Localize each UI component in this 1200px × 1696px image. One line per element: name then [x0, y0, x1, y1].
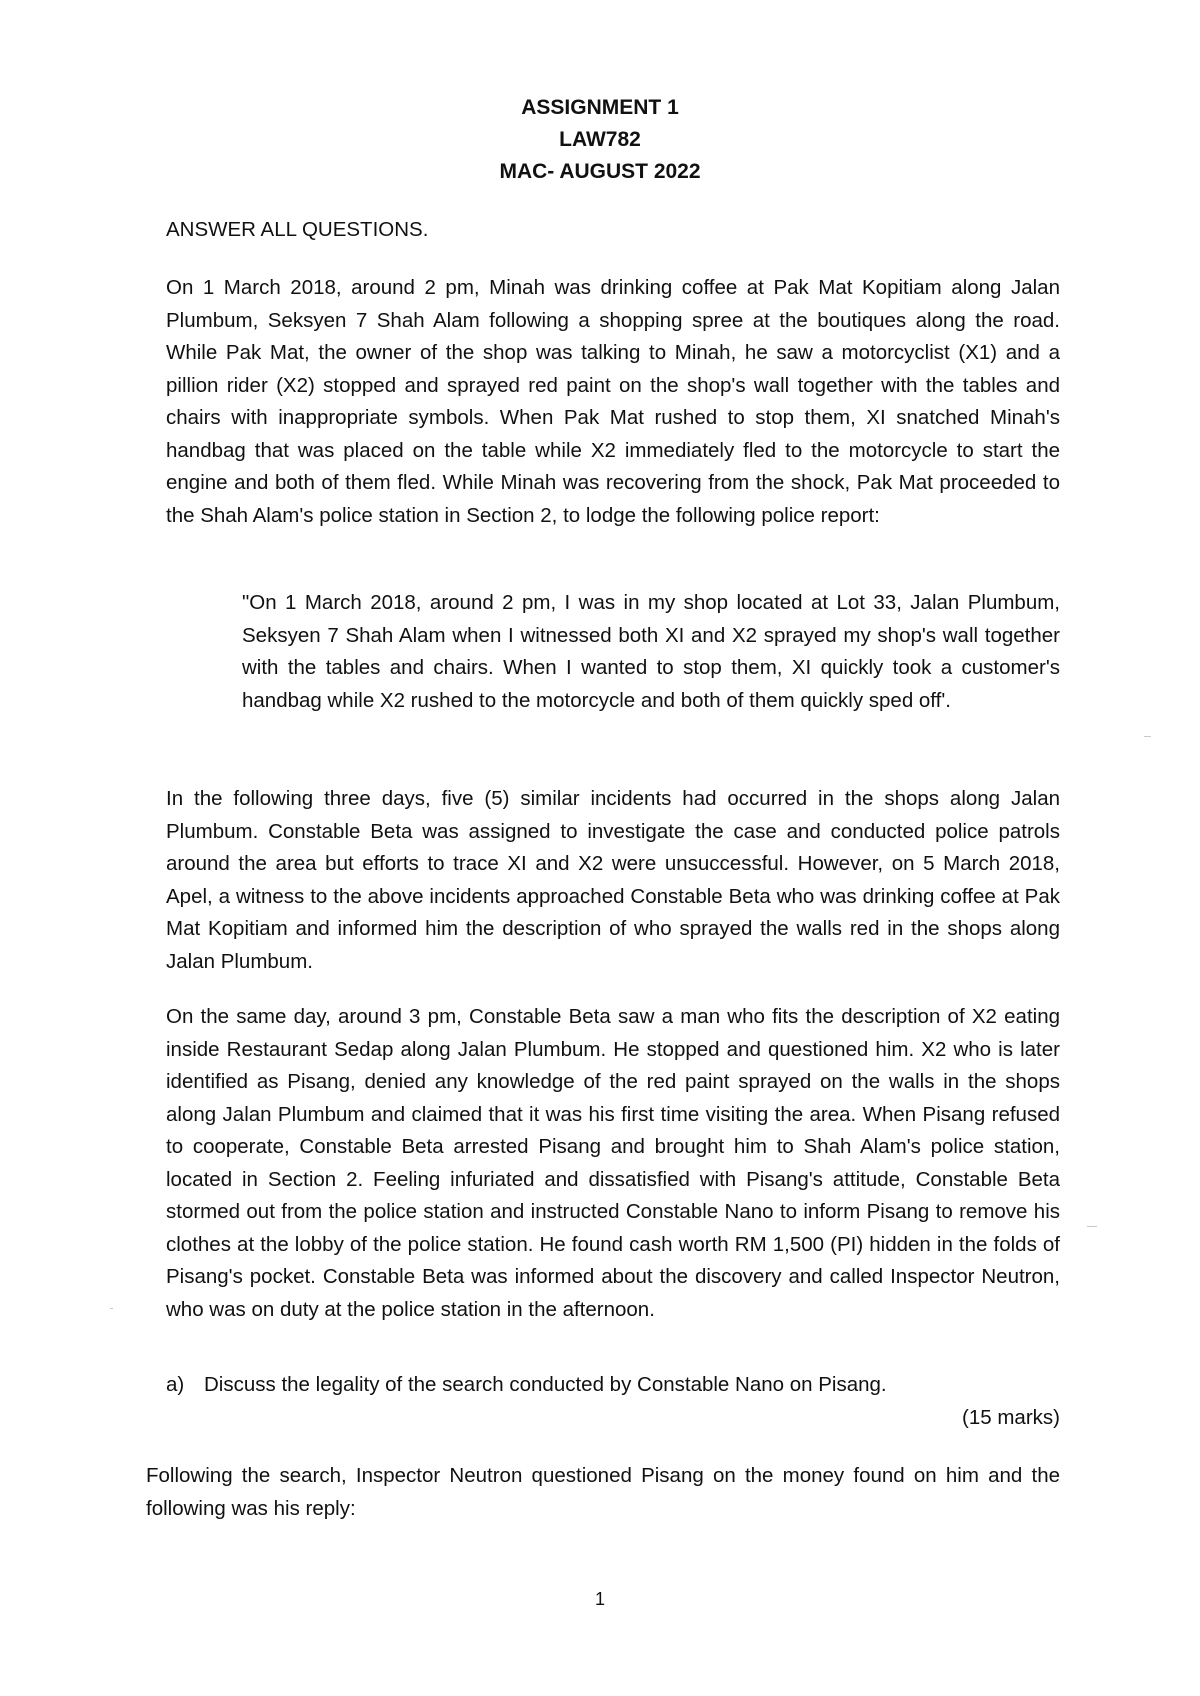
paragraph-arrest: On the same day, around 3 pm, Constable Beta saw a man who fits the description of X2 eating inside Restaurant Sedap along Jalan Plumbum. He stopped and questioned him. X2 who is later identified as Pisang, denied any knowledge of the red paint sprayed on the walls in the shops along Jalan Plumbum and claimed that it was his first time visiting the area. When Pisang refused to cooperate, Constable Beta arrested Pisang and brought him to Shah Alam's police station, located in Section 2. Feeling infuriated and dissatisfied with Pisang's attitude, Constable Beta stormed out from the police station and instructed Constable Nano to inform Pisang to remove his clothes at the lobby of the police station. He found cash worth RM 1,500 (PI) hidden in the folds of Pisang's pocket. Constable Beta was informed about the discovery and called Inspector Neutron, who was on duty at the police station in the afternoon. [166, 1005, 1060, 1321]
question-a-text: Discuss the legality of the search conducted by Constable Nano on Pisang. [204, 1373, 887, 1396]
question-a-label: a) [166, 1373, 185, 1396]
page-number: 1 [594, 1589, 605, 1609]
session-label: MAC- AUGUST 2022 [499, 160, 701, 183]
course-code: LAW782 [559, 128, 641, 151]
police-report-quote: "On 1 March 2018, around 2 pm, I was in my shop located at Lot 33, Jalan Plumbum, Seksyen 7 Shah Alam when I witnessed both XI and X2 sprayed my shop's wall together with the tables and chairs. When I wanted to stop them, XI quickly took a customer's handbag while X2 rushed to the motorcycle and both of them quickly sped off'. [242, 591, 1060, 712]
paragraph-facts: On 1 March 2018, around 2 pm, Minah was drinking coffee at Pak Mat Kopitiam along Jalan Plumbum, Seksyen 7 Shah Alam following a shopping spree at the boutiques along the road. While Pak Mat, the owner of the shop was talking to Minah, he saw a motorcyclist (X1) and a pillion rider (X2) stopped and sprayed red paint on the shop's wall together with the tables and chairs with inappropriate symbols. When Pak Mat rushed to stop them, XI snatched Minah's handbag that was placed on the table while X2 immediately fled to the motorcycle to start the engine and both of them fled. While Minah was recovering from the shock, Pak Mat proceeded to the Shah Alam's police station in Section 2, to lodge the following police report: [166, 276, 1060, 527]
paragraph-follow-up: Following the search, Inspector Neutron questioned Pisang on the money found on him and the following was his reply: [146, 1464, 1060, 1520]
assignment-title: ASSIGNMENT 1 [521, 96, 679, 119]
paragraph-incidents: In the following three days, five (5) similar incidents had occurred in the shops along Jalan Plumbum. Constable Beta was assigned to investigate the case and conducted police patrols around the area but efforts to trace XI and X2 were unsuccessful. However, on 5 March 2018, Apel, a witness to the above incidents approached Constable Beta who was drinking coffee at Pak Mat Kopitiam and informed him the description of who sprayed the walls red in the shops along Jalan Plumbum. [166, 787, 1060, 973]
instruction: ANSWER ALL QUESTIONS. [166, 218, 429, 241]
scan-speck [1087, 1226, 1097, 1227]
scan-speck [110, 1308, 113, 1309]
question-a [166, 1369, 1066, 1402]
question-a-marks: (15 marks) [962, 1406, 1060, 1429]
scan-speck [1144, 736, 1151, 737]
